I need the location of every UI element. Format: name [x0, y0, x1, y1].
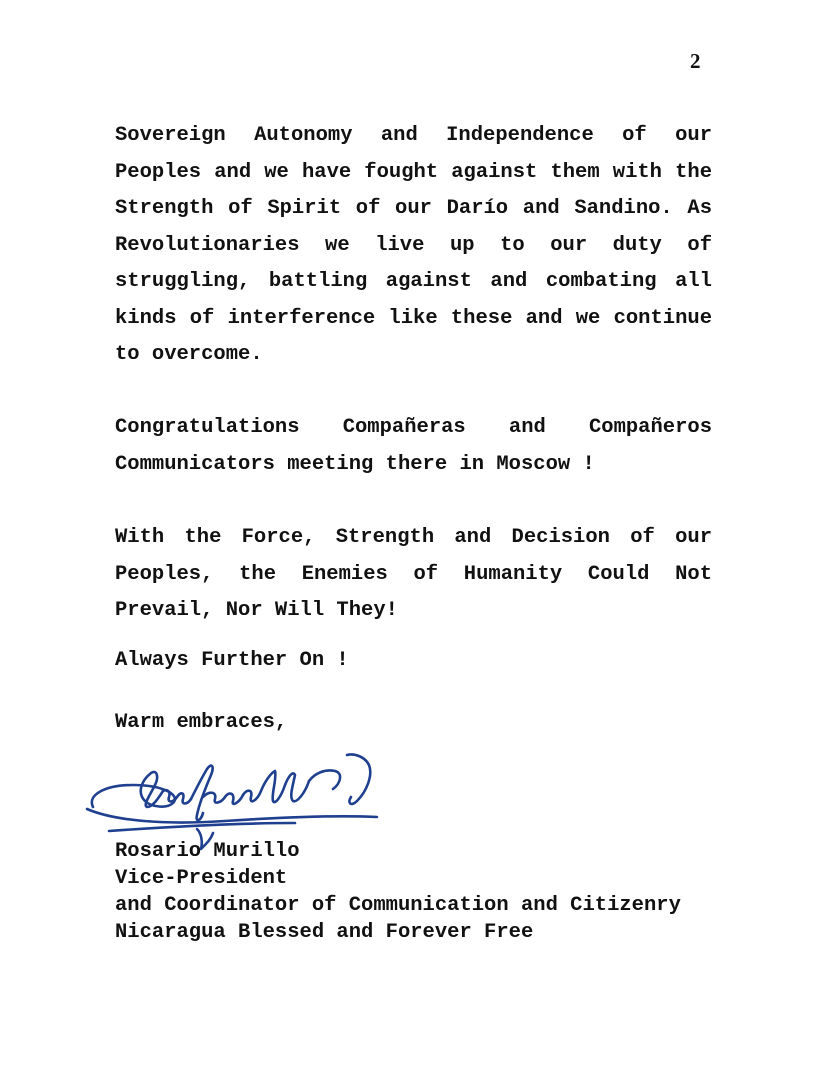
- paragraph-always-further-on: Always Further On !: [115, 649, 349, 672]
- signatory-motto: Nicaragua Blessed and Forever Free: [115, 921, 534, 944]
- closing-warm-embraces: Warm embraces,: [115, 711, 288, 734]
- paragraph-force-strength: With the Force, Strength and Decision of our Peoples, the Enemies of Humanity Could Not Prevail, Nor Will They!: [115, 526, 712, 622]
- paragraph-sovereign-autonomy: Sovereign Autonomy and Independence of our Peoples and we have fought against them with the Strength of Spirit of our Darío and Sandino. As Revolutionaries we live up to our duty of struggling, battling against and combating all kinds of interference like these and we continue to overcome.: [115, 124, 712, 366]
- paragraph-congratulations: Congratulations Compañeras and Compañeros Communicators meeting there in Moscow !: [115, 416, 712, 476]
- signatory-name: Rosario Murillo: [115, 840, 300, 863]
- signature-block: [115, 838, 735, 946]
- page-number: 2: [690, 49, 701, 73]
- signatory-title: Vice-President: [115, 867, 288, 890]
- signatory-role: and Coordinator of Communication and Citizenry: [115, 894, 681, 917]
